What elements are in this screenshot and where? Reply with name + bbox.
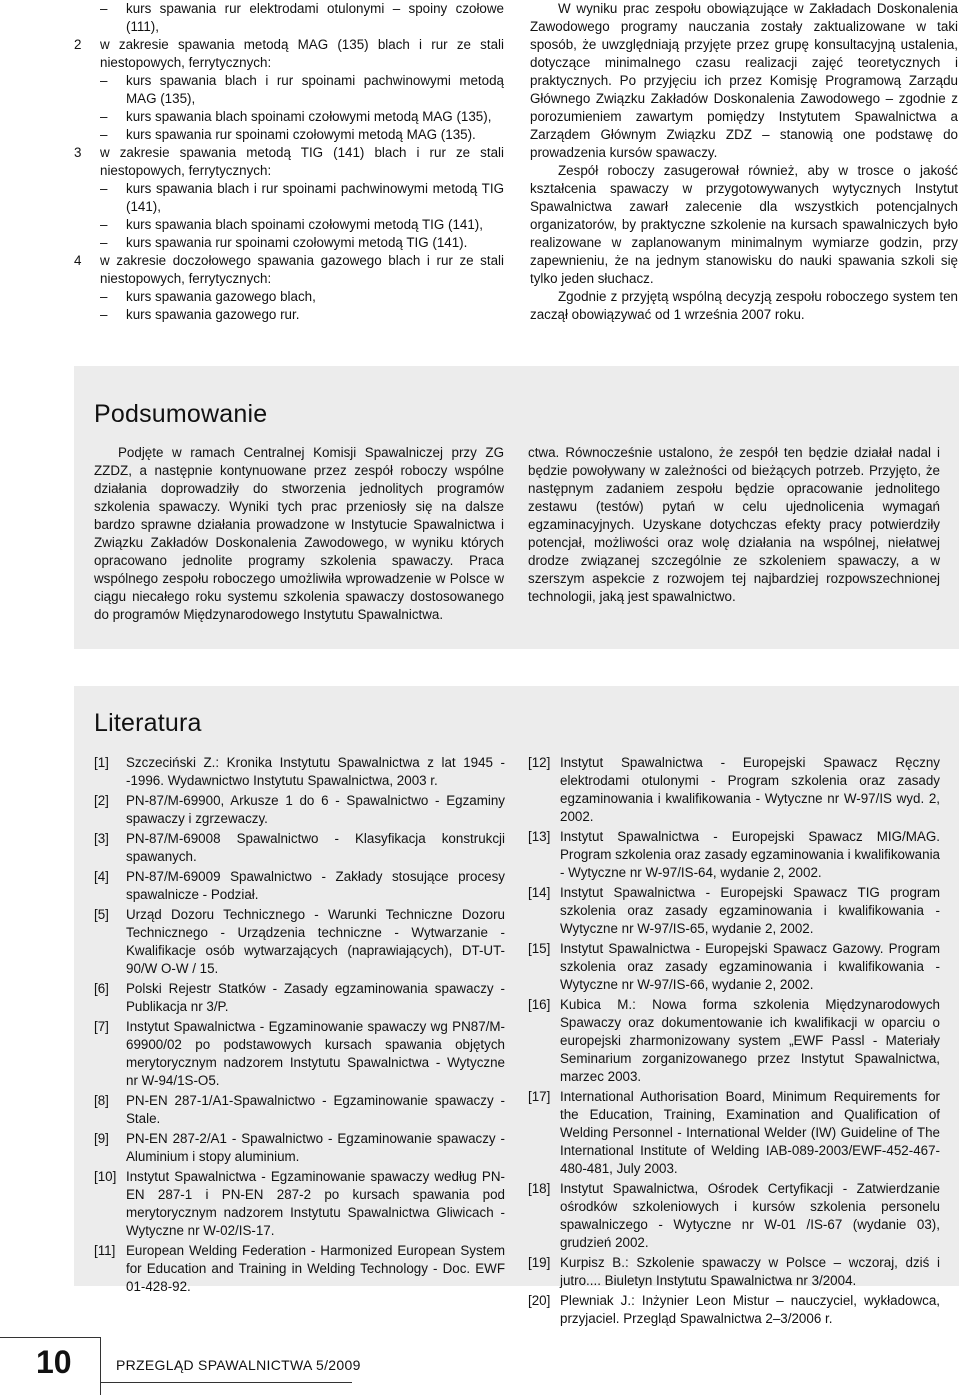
item-number: 3 <box>74 145 82 160</box>
reference-item <box>528 996 940 1086</box>
reference-number: [3] <box>94 831 109 846</box>
reference-text: International Authorisation Board, Minimum Requirements for the Education, Training, Examination and Qualification of Welding Personnel - International Welder (IW) Guideline of The International Institute of Welding IAB-089-2003/EWF-452-467-480-481, July 2003. <box>560 1089 940 1176</box>
dash-bullet: – <box>100 1 108 16</box>
reference-item <box>94 792 505 828</box>
reference-text: PN-87/M-69900, Arkusze 1 do 6 - Spawalnictwo - Egzaminy spawaczy i zgrzewaczy. <box>126 793 505 826</box>
literature-panel <box>74 686 959 1326</box>
reference-number: [7] <box>94 1019 109 1034</box>
dash-bullet: – <box>100 109 108 124</box>
reference-item <box>94 1092 505 1128</box>
reference-text: Instytut Spawalnictwa - Europejski Spawacz MIG/MAG. Program szkolenia oraz zasady egzaminowania i kwalifikowania - Wytyczne nr W-97/IS-64, wydanie 2, 2002. <box>560 829 940 880</box>
reference-item <box>94 830 505 866</box>
reference-item <box>94 1018 505 1090</box>
reference-number: [8] <box>94 1093 109 1108</box>
dash-item-text: kurs spawania rur spoinami czołowymi metodą TIG (141). <box>126 235 468 250</box>
reference-text: Plewniak J.: Inżynier Leon Mistur – nauczyciel, wykładowca, przyjaciel. Przegląd Spawalnictwa 2–3/2006 r. <box>560 1293 940 1326</box>
paragraph: Zespół roboczy zasugerował również, aby w trosce o jakość kształcenia spawaczy w przygotowywanych wytycznych Instytut Spawalnictwa zawarł zalecenie dla wszystkich potencjalnych organizatorów, by praktyczne szkolenie na kursach spawalniczych było realizowane w zaplanowanym minimalnym wymiarze godzin, przy zapewnieniu, że na jednym stanowisku do nauki spawania szkoli się tylko jeden słuchacz. <box>530 163 958 286</box>
item-text: w zakresie doczołowego spawania gazowego blach i rur ze stali niestopowych, ferrytycznych: <box>100 253 504 286</box>
reference-text: PN-87/M-69009 Spawalnictwo - Zakłady stosujące procesy spawalnicze - Podział. <box>126 869 505 902</box>
reference-item <box>528 940 940 994</box>
dash-item-text: kurs spawania blach i rur spoinami pachwinowymi metodą TIG (141), <box>126 181 504 214</box>
dash-item-text: kurs spawania blach i rur spoinami pachwinowymi metodą MAG (135), <box>126 73 504 106</box>
reference-text: Instytut Spawalnictwa - Egzaminowanie spawaczy wg PN87/M-69900/02 po podstawowych kursach spawania objętych merytorycznym nadzorem Instytutu Spawalnictwa - Wytyczne nr W-94/1S-O5. <box>126 1019 505 1088</box>
journal-name: PRZEGLĄD SPAWALNICTWA 5/2009 <box>116 1357 361 1373</box>
reference-item <box>528 1254 940 1290</box>
reference-item <box>94 980 505 1016</box>
reference-text: Szczeciński Z.: Kronika Instytutu Spawalnictwa z lat 1945 - -1996. Wydawnictwo Instytutu Spawalnictwa, 2003 r. <box>126 755 505 788</box>
reference-text: Instytut Spawalnictwa - Europejski Spawacz Ręczny elektrodami otulonymi - Program szkolenia oraz zasady egzaminowania i kwalifikowania - Wytyczne nr W-97/IS wyd. 2, 2002. <box>560 755 940 824</box>
dash-item <box>74 0 504 36</box>
reference-text: Instytut Spawalnictwa - Egzaminowanie spawaczy według PN-EN 287-1 i PN-EN 287-2 po kursach spawania pod merytorycznym nadzorem Instytutu Spawalnictwa Gliwicach - Wytyczne nr W-02/IS-17. <box>126 1169 505 1238</box>
dash-bullet: – <box>100 289 108 304</box>
dash-item <box>74 306 504 324</box>
page-number: 10 <box>36 1344 72 1380</box>
summary-right-text: ctwa. Równocześnie ustalono, że zespół ten będzie działał nadal i będzie powoływany w zależności od bieżących potrzeb. Przyjęto, że następnym zadaniem zespołu będzie opracowanie jednolitego zestawu (testów) pytań w celu ujednolicenia wymagań egzaminacyjnych. Uzyskane dotychczas efekty pracy potwierdziły potencjał, możliwości oraz wolę działania na wspólnej, niełatwej drodze związanej szczególnie ze szkoleniem spawaczy, a w szerszym aspekcie z rozwojem tej najbardziej rozpowszechnionej technologii, jaką jest spawalnictwo. <box>528 445 940 604</box>
reference-number: [20] <box>528 1293 551 1308</box>
reference-text: Instytut Spawalnictwa - Europejski Spawacz TIG program szkolenia oraz zasady egzaminowania i kwalifikowania - Wytyczne nr W-97/IS-65, wydanie 2, 2002. <box>560 885 940 936</box>
reference-item <box>94 754 505 790</box>
reference-number: [17] <box>528 1089 551 1104</box>
dash-item-text: kurs spawania blach spoinami czołowymi metodą TIG (141), <box>126 217 483 232</box>
footer-rule <box>100 1382 352 1383</box>
reference-text: PN-87/M-69008 Spawalnictwo - Klasyfikacja konstrukcji spawanych. <box>126 831 505 864</box>
paragraph: Zgodnie z przyjętą wspólną decyzją zespołu roboczego system ten zaczął obowiązywać od 1 września 2007 roku. <box>530 289 958 322</box>
top-left-column <box>74 0 504 324</box>
reference-number: [16] <box>528 997 551 1012</box>
dash-bullet: – <box>100 235 108 250</box>
dash-item-text: kurs spawania rur spoinami czołowymi metodą MAG (135). <box>126 127 476 142</box>
top-right-column <box>530 0 958 324</box>
reference-number: [13] <box>528 829 551 844</box>
reference-number: [18] <box>528 1181 551 1196</box>
dash-bullet: – <box>100 181 108 196</box>
reference-number: [14] <box>528 885 551 900</box>
reference-number: [11] <box>94 1243 116 1258</box>
reference-item <box>528 1292 940 1328</box>
dash-item-text: kurs spawania blach spoinami czołowymi metodą MAG (135), <box>126 109 492 124</box>
paragraph: W wyniku prac zespołu obowiązujące w Zakładach Doskonalenia Zawodowego programy nauczania zostały zaktualizowane w taki sposób, że uwzględniają przyjęte przez grupę konsultacyjną ustalenia, dotyczące minimalnego czasu realizacji zajęć teoretycznych i praktycznych. Po przyjęciu ich przez Komisję Programową Zarządu Głównego Związku Zakładów Doskonalenia Zawodowego – zgodnie z porozumieniem zawartym pomiędzy Instytutem Spawalnictwa a Zarządem Głównym Związku ZDZ – stanowią one podstawę do prowadzenia kursów spawaczy. <box>530 1 958 160</box>
literature-title: Literatura <box>94 709 202 737</box>
reference-number: [2] <box>94 793 109 808</box>
reference-item <box>94 1168 505 1240</box>
dash-bullet: – <box>100 217 108 232</box>
reference-item <box>528 884 940 938</box>
dash-item-text: kurs spawania gazowego blach, <box>126 289 316 304</box>
literature-right-list <box>528 754 940 1330</box>
dash-item-text: kurs spawania gazowego rur. <box>126 307 300 322</box>
literature-left-list <box>94 754 505 1298</box>
dash-bullet: – <box>100 307 108 322</box>
reference-number: [15] <box>528 941 551 956</box>
reference-item <box>94 906 505 978</box>
item-text: w zakresie spawania metodą MAG (135) blach i rur ze stali niestopowych, ferrytycznych: <box>100 37 504 70</box>
dash-bullet: – <box>100 73 108 88</box>
reference-text: PN-EN 287-2/A1 - Spawalnictwo - Egzaminowanie spawaczy - Aluminium i stopy aluminium. <box>126 1131 505 1164</box>
dash-item <box>74 108 504 126</box>
dash-item <box>74 216 504 234</box>
item-text: w zakresie spawania metodą TIG (141) blach i rur ze stali niestopowych, ferrytycznych: <box>100 145 504 178</box>
reference-number: [5] <box>94 907 109 922</box>
reference-number: [19] <box>528 1255 551 1270</box>
numbered-item <box>74 144 504 180</box>
reference-text: Kubica M.: Nowa forma szkolenia Międzynarodowych Spawaczy oraz dokumentowanie ich kwalifikacji w oparciu o europejski zharmonizowany system „EWF Passl - Materiały Seminarium zorganizowanego przez Instytut Spawalnictwa, marzec 2003. <box>560 997 940 1084</box>
dash-item <box>74 126 504 144</box>
reference-text: European Welding Federation - Harmonized European System for Education and Training in Welding Technology - Doc. EWF 01-428-92. <box>126 1243 505 1294</box>
reference-number: [6] <box>94 981 109 996</box>
reference-number: [1] <box>94 755 109 770</box>
reference-text: Urząd Dozoru Technicznego - Warunki Techniczne Dozoru Technicznego - Urządzenia techniczne - Wytwarzanie - Kwalifikacje osób wytwarzających (naprawiających), DT-UT-90/W O-W / 15. <box>126 907 505 976</box>
item-number: 4 <box>74 253 82 268</box>
reference-item <box>528 828 940 882</box>
reference-number: [4] <box>94 869 109 884</box>
reference-item <box>528 754 940 826</box>
dash-item <box>74 72 504 108</box>
summary-panel <box>74 366 959 649</box>
reference-item <box>94 868 505 904</box>
reference-number: [10] <box>94 1169 117 1184</box>
reference-text: Instytut Spawalnictwa - Europejski Spawacz Gazowy. Program szkolenia oraz zasady egzaminowania i kwalifikowania - Wytyczne nr W-97/IS-66, wydanie 2, 2002. <box>560 941 940 992</box>
summary-title: Podsumowanie <box>94 400 268 428</box>
reference-number: [12] <box>528 755 551 770</box>
reference-number: [9] <box>94 1131 109 1146</box>
summary-left-text: Podjęte w ramach Centralnej Komisji Spawalniczej przy ZG ZZDZ, a następnie kontynuowane przez zespół roboczy wspólne działania doprowadziły do stworzenia jednolitych programów szkolenia spawaczy. Wyniki tych prac przeniosły się na dalsze bardzo sprawne działania prowadzone w Instytucie Spawalnictwa i Związku Zakładów Doskonalenia Zawodowego, w wyniku których opracowano jednolite programy szkolenia spawaczy. Praca wspólnego zespołu roboczego umożliwiła wprowadzenie w Polsce w ciągu niecałego roku systemu szkolenia spawaczy dostosowanego do programów Międzynarodowego Instytutu Spawalnictwa. <box>94 445 504 622</box>
reference-text: Kurpisz B.: Szkolenie spawaczy w Polsce – wczoraj, dziś i jutro.... Biuletyn Instytutu Spawalnictwa nr 3/2004. <box>560 1255 940 1288</box>
numbered-item <box>74 252 504 288</box>
reference-item <box>94 1130 505 1166</box>
dash-item <box>74 180 504 216</box>
numbered-item <box>74 36 504 72</box>
reference-item <box>528 1180 940 1252</box>
reference-item <box>94 1242 505 1296</box>
dash-item <box>74 234 504 252</box>
reference-item <box>528 1088 940 1178</box>
dash-bullet: – <box>100 127 108 142</box>
reference-text: Instytut Spawalnictwa, Ośrodek Certyfikacji - Zatwierdzanie ośrodków szkoleniowych i kursów szkolenia personelu spawalniczego - Wytyczne nr W-01 /IS-67 (wydanie 03), grudzień 2002. <box>560 1181 940 1250</box>
item-number: 2 <box>74 37 82 52</box>
dash-item-text: kurs spawania rur elektrodami otulonymi – spoiny czołowe (111), <box>126 1 504 34</box>
reference-text: Polski Rejestr Statków - Zasady egzaminowania spawaczy - Publikacja nr 3/P. <box>126 981 505 1014</box>
reference-text: PN-EN 287-1/A1-Spawalnictwo - Egzaminowanie spawaczy - Stale. <box>126 1093 505 1126</box>
dash-item <box>74 288 504 306</box>
